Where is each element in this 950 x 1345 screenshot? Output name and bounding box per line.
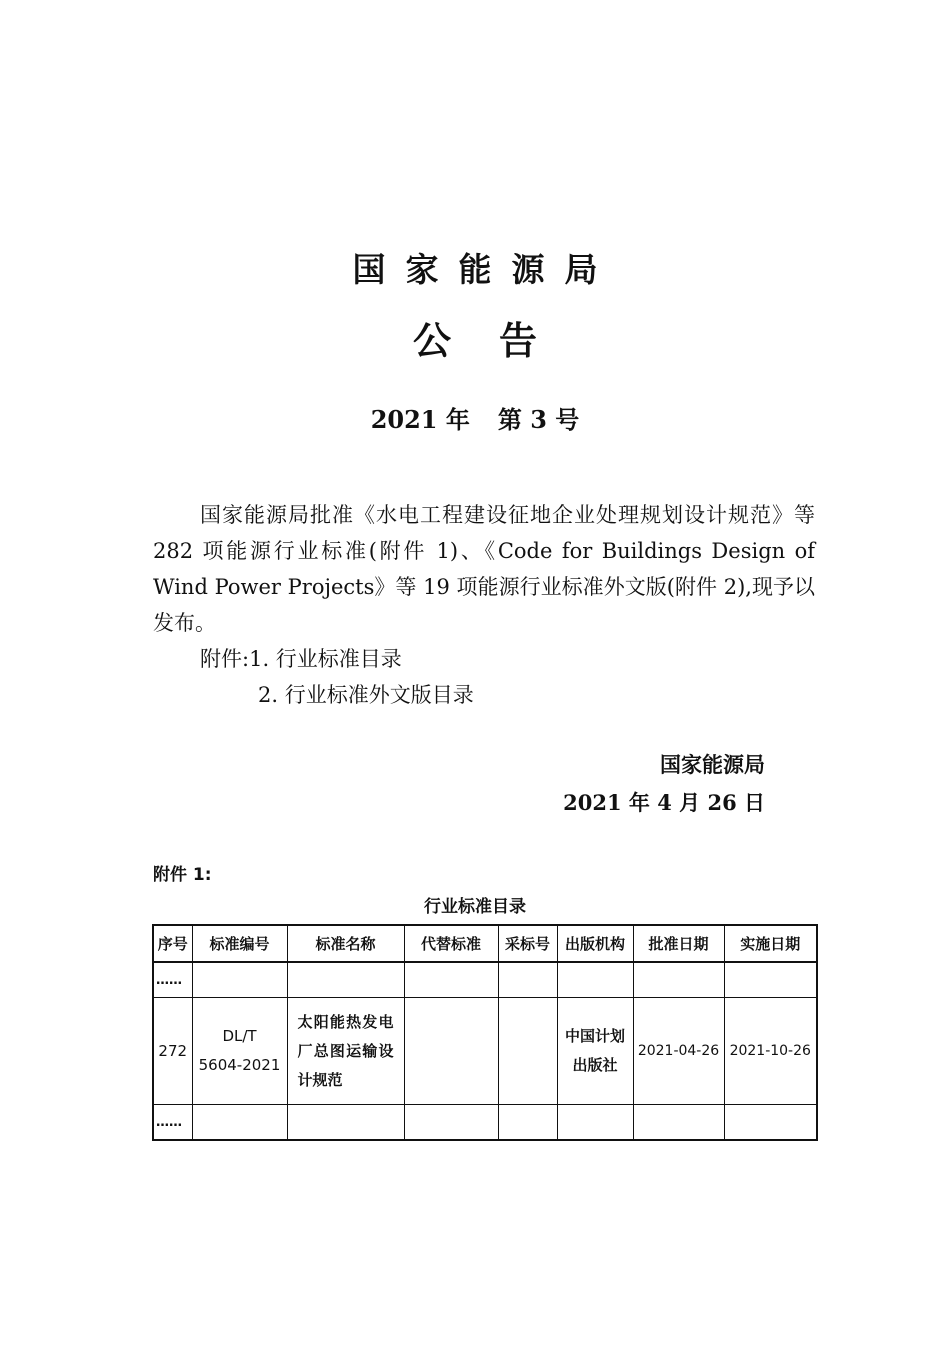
col-header: 序号 [153, 925, 192, 962]
table-header-row [153, 925, 817, 962]
appendix-label: 附件 1: [153, 865, 212, 885]
attachment-1: 1. 行业标准目录 [249, 647, 402, 671]
ellipsis-cell: …… [153, 1105, 192, 1141]
col-header: 标准名称 [287, 925, 404, 962]
code-cell [192, 998, 287, 1105]
notice-year: 2021 年 [370, 405, 470, 434]
table-row-ellipsis-bottom [153, 1105, 817, 1141]
table-row-ellipsis-top [153, 962, 817, 998]
adoption-cell [498, 998, 557, 1105]
ellipsis-cell: …… [153, 962, 192, 998]
notice-body [153, 497, 815, 713]
table-title: 行业标准目录 [424, 897, 526, 917]
attachment-2: 2. 行业标准外文版目录 [258, 683, 474, 707]
replaces-cell [404, 998, 498, 1105]
signature-org: 国家能源局 [660, 753, 765, 777]
notice-title: 公告 [412, 319, 585, 363]
attachment-line-2 [153, 677, 815, 713]
col-header: 标准编号 [192, 925, 287, 962]
notice-paragraph: 国家能源局批准《水电工程建设征地企业处理规划设计规范》等 282 项能源行业标准(附件 1)、《Code for Buildings Design of Wind Power Projects》等 19 项能源行业标准外文版(附件 2),现予以发布。 [153, 503, 815, 635]
publisher-cell: 中国计划出版社 [557, 998, 633, 1105]
code-line-2: 5604-2021 [198, 1056, 281, 1074]
seq-cell: 272 [153, 998, 192, 1105]
col-header: 出版机构 [557, 925, 633, 962]
approval-date-cell: 2021-04-26 [633, 998, 724, 1105]
agency-title: 国家能源局 [352, 250, 618, 289]
code-line-1: DL/T [222, 1027, 257, 1045]
col-header: 采标号 [498, 925, 557, 962]
signature-date: 2021 年 4 月 26 日 [563, 790, 765, 815]
table-row [153, 998, 817, 1105]
attachment-line-1 [153, 641, 815, 677]
attachments-prefix: 附件: [200, 647, 250, 671]
effective-date-cell: 2021-10-26 [724, 998, 817, 1105]
col-header: 批准日期 [633, 925, 724, 962]
standards-catalog-table [152, 924, 818, 1141]
col-header: 代替标准 [404, 925, 498, 962]
name-cell: 太阳能热发电厂总图运输设计规范 [287, 998, 404, 1105]
notice-no: 第 3 号 [497, 405, 580, 434]
col-header: 实施日期 [724, 925, 817, 962]
notice-number [0, 400, 950, 435]
